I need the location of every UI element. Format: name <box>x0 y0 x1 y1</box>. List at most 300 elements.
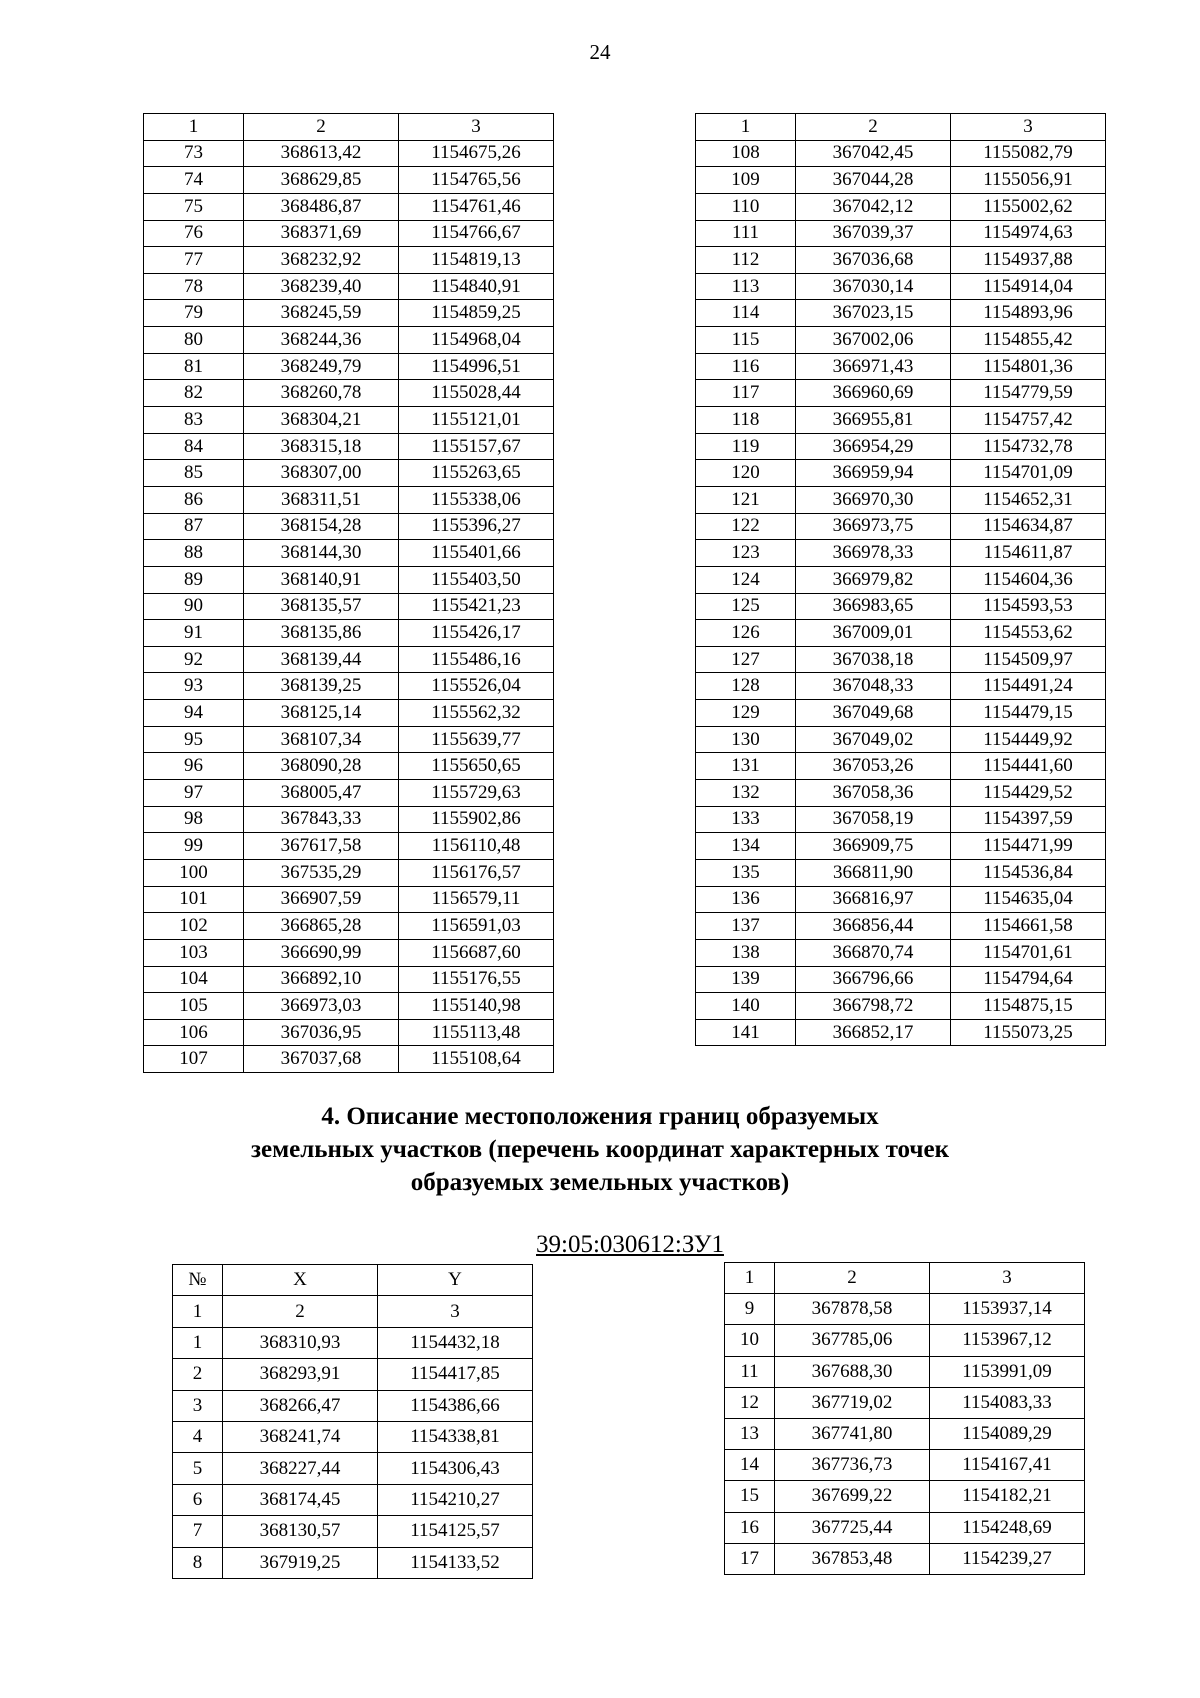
table-cell: 123 <box>696 540 796 567</box>
table-cell: 134 <box>696 833 796 860</box>
table-cell: 1154675,26 <box>399 140 554 167</box>
table-row <box>144 247 554 274</box>
table-cell: 1155902,86 <box>399 806 554 833</box>
table-row <box>725 1512 1085 1543</box>
table-cell: 366971,43 <box>796 353 951 380</box>
table-cell: 79 <box>144 300 244 327</box>
table-cell: 1154661,58 <box>951 913 1106 940</box>
table-cell: 367002,06 <box>796 327 951 354</box>
table-cell: 367843,33 <box>244 806 399 833</box>
table-cell: 367036,95 <box>244 1019 399 1046</box>
table-cell: 6 <box>173 1484 223 1515</box>
table-cell: 119 <box>696 433 796 460</box>
table-row <box>725 1418 1085 1449</box>
table-cell: 367038,18 <box>796 646 951 673</box>
table-row <box>725 1325 1085 1356</box>
table-row <box>696 673 1106 700</box>
table-row <box>144 939 554 966</box>
table-row <box>144 566 554 593</box>
table-cell: 1154604,36 <box>951 566 1106 593</box>
table-row <box>696 806 1106 833</box>
table-cell: 366979,82 <box>796 566 951 593</box>
table-row <box>696 460 1106 487</box>
table-cell: 1154914,04 <box>951 273 1106 300</box>
table-cell: 1154974,63 <box>951 220 1106 247</box>
table-cell: 1154429,52 <box>951 780 1106 807</box>
table-row <box>696 1019 1106 1046</box>
table-cell: 368130,57 <box>223 1516 378 1547</box>
table-row <box>144 700 554 727</box>
table-row <box>144 513 554 540</box>
table-cell: 1154757,42 <box>951 407 1106 434</box>
table-cell: 116 <box>696 353 796 380</box>
table-row <box>173 1421 533 1452</box>
table-cell: 1154855,42 <box>951 327 1106 354</box>
table-row <box>144 486 554 513</box>
table-cell: 137 <box>696 913 796 940</box>
table-row <box>144 273 554 300</box>
table-cell: 1155263,65 <box>399 460 554 487</box>
table-header-row <box>173 1265 533 1296</box>
table-cell: 1156176,57 <box>399 859 554 886</box>
table-cell: 367688,30 <box>775 1356 930 1387</box>
table-cell: 1154634,87 <box>951 513 1106 540</box>
table-cell: 112 <box>696 247 796 274</box>
table-row <box>696 700 1106 727</box>
table-row <box>144 886 554 913</box>
table-cell: 1 <box>725 1263 775 1294</box>
table-row <box>144 993 554 1020</box>
table-row <box>696 939 1106 966</box>
table-cell: 1154386,66 <box>378 1390 533 1421</box>
table-cell: 99 <box>144 833 244 860</box>
table-row <box>696 780 1106 807</box>
table-cell: 367058,19 <box>796 806 951 833</box>
table-cell: 1154441,60 <box>951 753 1106 780</box>
table-row <box>144 726 554 753</box>
table-cell: 2 <box>173 1359 223 1390</box>
table-cell: 1154133,52 <box>378 1547 533 1578</box>
table-cell: 124 <box>696 566 796 593</box>
table-cell: 1155639,77 <box>399 726 554 753</box>
table-cell: 1156110,48 <box>399 833 554 860</box>
table-cell: 1154210,27 <box>378 1484 533 1515</box>
table-cell: 87 <box>144 513 244 540</box>
table-cell: 3 <box>173 1390 223 1421</box>
table-cell: 367699,22 <box>775 1481 930 1512</box>
table-cell: 1154732,78 <box>951 433 1106 460</box>
table-row <box>696 913 1106 940</box>
table-row <box>144 167 554 194</box>
table-cell: 1154859,25 <box>399 300 554 327</box>
table-cell: 1155082,79 <box>951 140 1106 167</box>
table-cell: 1154761,46 <box>399 193 554 220</box>
table-row <box>144 620 554 647</box>
table-cell: 1154893,96 <box>951 300 1106 327</box>
table-row <box>725 1356 1085 1387</box>
table-row <box>144 220 554 247</box>
table-cell: 109 <box>696 167 796 194</box>
table-cell: 1155028,44 <box>399 380 554 407</box>
table-cell: 1 <box>144 114 244 141</box>
table-row <box>144 353 554 380</box>
table-cell: 1154766,67 <box>399 220 554 247</box>
table-cell: 115 <box>696 327 796 354</box>
table-cell: 1154819,13 <box>399 247 554 274</box>
table-cell: 96 <box>144 753 244 780</box>
table-cell: 367030,14 <box>796 273 951 300</box>
table-cell: 2 <box>244 114 399 141</box>
table-cell: 78 <box>144 273 244 300</box>
table-cell: 93 <box>144 673 244 700</box>
table-cell: 367048,33 <box>796 673 951 700</box>
table-cell: 80 <box>144 327 244 354</box>
table-row <box>144 593 554 620</box>
table-cell: 91 <box>144 620 244 647</box>
table-cell: 368241,74 <box>223 1421 378 1452</box>
table-cell: 368311,51 <box>244 486 399 513</box>
parcel-coordinates-table-left <box>172 1264 533 1579</box>
table-cell: 1154479,15 <box>951 700 1106 727</box>
table-row <box>144 966 554 993</box>
table-cell: 368249,79 <box>244 353 399 380</box>
table-cell: 122 <box>696 513 796 540</box>
table-cell: 1155121,01 <box>399 407 554 434</box>
table-cell: 367719,02 <box>775 1387 930 1418</box>
table-cell: 1155396,27 <box>399 513 554 540</box>
table-cell: 1154471,99 <box>951 833 1106 860</box>
table-cell: 3 <box>378 1296 533 1327</box>
table-row <box>696 353 1106 380</box>
table-cell: 366690,99 <box>244 939 399 966</box>
table-cell: 368135,57 <box>244 593 399 620</box>
table-cell: 111 <box>696 220 796 247</box>
table-cell: 1154701,09 <box>951 460 1106 487</box>
table-cell: 1154937,88 <box>951 247 1106 274</box>
table-cell: 1155421,23 <box>399 593 554 620</box>
table-row <box>144 460 554 487</box>
table-row <box>696 486 1106 513</box>
table-cell: 14 <box>725 1450 775 1481</box>
table-cell: 368005,47 <box>244 780 399 807</box>
table-cell: 367853,48 <box>775 1543 930 1574</box>
table-cell: 118 <box>696 407 796 434</box>
table-cell: 1154248,69 <box>930 1512 1085 1543</box>
table-cell: 133 <box>696 806 796 833</box>
table-cell: 368486,87 <box>244 193 399 220</box>
section-heading <box>0 1100 1200 1199</box>
table-cell: 1154089,29 <box>930 1418 1085 1449</box>
table-cell: 11 <box>725 1356 775 1387</box>
table-row <box>725 1543 1085 1574</box>
table-cell: 120 <box>696 460 796 487</box>
table-row <box>144 753 554 780</box>
table-cell: 1 <box>173 1327 223 1358</box>
table-cell: 103 <box>144 939 244 966</box>
table-cell: 100 <box>144 859 244 886</box>
table-cell: 368310,93 <box>223 1327 378 1358</box>
table-cell: 1155108,64 <box>399 1046 554 1073</box>
table-row <box>696 859 1106 886</box>
table-cell: 1155157,67 <box>399 433 554 460</box>
table-cell: 1156591,03 <box>399 913 554 940</box>
table-cell: 141 <box>696 1019 796 1046</box>
section-heading-line: образуемых земельных участков) <box>410 1169 790 1196</box>
table-cell: 368139,25 <box>244 673 399 700</box>
table-cell: 77 <box>144 247 244 274</box>
table-cell: 108 <box>696 140 796 167</box>
table-cell: 1154765,56 <box>399 167 554 194</box>
table-row <box>696 886 1106 913</box>
table-cell: 1154611,87 <box>951 540 1106 567</box>
table-cell: 2 <box>223 1296 378 1327</box>
table-cell: 4 <box>173 1421 223 1452</box>
table-cell: 132 <box>696 780 796 807</box>
table-cell: 81 <box>144 353 244 380</box>
table-cell: 1154397,59 <box>951 806 1106 833</box>
table-row <box>696 433 1106 460</box>
table-cell: 90 <box>144 593 244 620</box>
table-row <box>696 167 1106 194</box>
table-cell: 1155401,66 <box>399 540 554 567</box>
table-row <box>696 247 1106 274</box>
table-row <box>173 1390 533 1421</box>
table-cell: 368239,40 <box>244 273 399 300</box>
table-cell: 1154083,33 <box>930 1387 1085 1418</box>
table-row <box>144 1019 554 1046</box>
table-row <box>144 140 554 167</box>
table-cell: 92 <box>144 646 244 673</box>
table-row <box>696 620 1106 647</box>
table-cell: 136 <box>696 886 796 913</box>
table-row <box>725 1481 1085 1512</box>
table-cell: 1153991,09 <box>930 1356 1085 1387</box>
table-cell: 126 <box>696 620 796 647</box>
table-cell: 1154840,91 <box>399 273 554 300</box>
table-cell: 368260,78 <box>244 380 399 407</box>
table-cell: 8 <box>173 1547 223 1578</box>
table-cell: 128 <box>696 673 796 700</box>
table-row <box>696 966 1106 993</box>
table-cell: 125 <box>696 593 796 620</box>
table-cell: 7 <box>173 1516 223 1547</box>
table-cell: 367039,37 <box>796 220 951 247</box>
table-row <box>173 1516 533 1547</box>
table-row <box>144 833 554 860</box>
table-cell: 366983,65 <box>796 593 951 620</box>
table-cell: 89 <box>144 566 244 593</box>
section-heading-line: земельных участков (перечень координат характерных точек <box>251 1136 949 1163</box>
coordinates-table-left <box>143 113 554 1073</box>
table-cell: 366907,59 <box>244 886 399 913</box>
table-cell: 85 <box>144 460 244 487</box>
table-cell: 368135,86 <box>244 620 399 647</box>
table-row <box>144 433 554 460</box>
table-row <box>696 273 1106 300</box>
table-cell: 368107,34 <box>244 726 399 753</box>
table-cell: 366870,74 <box>796 939 951 966</box>
table-cell: 139 <box>696 966 796 993</box>
table-cell: 1 <box>696 114 796 141</box>
table-cell: 13 <box>725 1418 775 1449</box>
table-row <box>696 220 1106 247</box>
table-cell: 73 <box>144 140 244 167</box>
table-row <box>696 726 1106 753</box>
table-cell: 368304,21 <box>244 407 399 434</box>
table-row <box>696 327 1106 354</box>
table-cell: 1154338,81 <box>378 1421 533 1452</box>
table-header-row <box>696 114 1106 141</box>
table-row <box>696 566 1106 593</box>
table-cell: 1155526,04 <box>399 673 554 700</box>
table-cell: 368090,28 <box>244 753 399 780</box>
table-row <box>696 753 1106 780</box>
table-row <box>725 1294 1085 1325</box>
table-cell: 5 <box>173 1453 223 1484</box>
table-cell: 368174,45 <box>223 1484 378 1515</box>
table-row <box>696 593 1106 620</box>
table-cell: 1154968,04 <box>399 327 554 354</box>
table-row <box>173 1547 533 1578</box>
table-cell: 98 <box>144 806 244 833</box>
table-cell: 2 <box>796 114 951 141</box>
table-cell: 367785,06 <box>775 1325 930 1356</box>
table-cell: 366955,81 <box>796 407 951 434</box>
table-cell: 366978,33 <box>796 540 951 567</box>
table-cell: 94 <box>144 700 244 727</box>
table-cell: 121 <box>696 486 796 513</box>
table-cell: 366970,30 <box>796 486 951 513</box>
table-body <box>144 114 554 1073</box>
table-cell: 367617,58 <box>244 833 399 860</box>
table-cell: 1154875,15 <box>951 993 1106 1020</box>
table-row <box>725 1387 1085 1418</box>
table-row <box>144 380 554 407</box>
table-cell: Y <box>378 1265 533 1296</box>
table-cell: 12 <box>725 1387 775 1418</box>
table-cell: 367741,80 <box>775 1418 930 1449</box>
table-cell: 1154432,18 <box>378 1327 533 1358</box>
table-cell: 106 <box>144 1019 244 1046</box>
table-cell: 102 <box>144 913 244 940</box>
table-row <box>696 540 1106 567</box>
table-cell: 75 <box>144 193 244 220</box>
table-row <box>696 380 1106 407</box>
table-cell: 1155338,06 <box>399 486 554 513</box>
table-cell: 367037,68 <box>244 1046 399 1073</box>
table-body <box>725 1263 1085 1575</box>
table-cell: 368315,18 <box>244 433 399 460</box>
table-cell: 1155073,25 <box>951 1019 1106 1046</box>
table-cell: 1155113,48 <box>399 1019 554 1046</box>
table-cell: 82 <box>144 380 244 407</box>
table-cell: 1155403,50 <box>399 566 554 593</box>
parcel-cadastral-id: 39:05:030612:ЗУ1 <box>536 1231 724 1258</box>
table-cell: 127 <box>696 646 796 673</box>
table-cell: 366960,69 <box>796 380 951 407</box>
table-cell: 367023,15 <box>796 300 951 327</box>
table-row <box>144 646 554 673</box>
table-row <box>144 806 554 833</box>
table-cell: 368245,59 <box>244 300 399 327</box>
table-row <box>696 513 1106 540</box>
table-cell: 110 <box>696 193 796 220</box>
table-cell: 86 <box>144 486 244 513</box>
table-cell: 107 <box>144 1046 244 1073</box>
table-cell: 367042,12 <box>796 193 951 220</box>
table-cell: 367058,36 <box>796 780 951 807</box>
table-cell: 368140,91 <box>244 566 399 593</box>
table-cell: 1154167,41 <box>930 1450 1085 1481</box>
table-cell: 88 <box>144 540 244 567</box>
table-cell: 105 <box>144 993 244 1020</box>
table-row <box>696 193 1106 220</box>
table-row <box>144 300 554 327</box>
table-header-row <box>725 1263 1085 1294</box>
table-row <box>144 540 554 567</box>
table-cell: X <box>223 1265 378 1296</box>
table-row <box>696 300 1106 327</box>
table-cell: 366954,29 <box>796 433 951 460</box>
table-row <box>144 327 554 354</box>
page-number: 24 <box>589 40 611 64</box>
table-cell: 366973,75 <box>796 513 951 540</box>
table-cell: 1155650,65 <box>399 753 554 780</box>
table-cell: 368139,44 <box>244 646 399 673</box>
table-row <box>696 140 1106 167</box>
table-cell: 1154239,27 <box>930 1543 1085 1574</box>
table-cell: 1154125,57 <box>378 1516 533 1547</box>
table-cell: 368144,30 <box>244 540 399 567</box>
table-cell: 1155140,98 <box>399 993 554 1020</box>
table-cell: 3 <box>951 114 1106 141</box>
table-cell: 1156687,60 <box>399 939 554 966</box>
table-cell: 367036,68 <box>796 247 951 274</box>
table-subheader-row <box>173 1296 533 1327</box>
table-cell: 367725,44 <box>775 1512 930 1543</box>
table-header-row <box>144 114 554 141</box>
table-cell: 366796,66 <box>796 966 951 993</box>
table-cell: 366973,03 <box>244 993 399 1020</box>
table-row <box>725 1450 1085 1481</box>
table-cell: 1155002,62 <box>951 193 1106 220</box>
table-cell: 104 <box>144 966 244 993</box>
table-cell: № <box>173 1265 223 1296</box>
table-cell: 2 <box>775 1263 930 1294</box>
table-cell: 368232,92 <box>244 247 399 274</box>
table-cell: 368154,28 <box>244 513 399 540</box>
table-row <box>173 1484 533 1515</box>
table-cell: 1154491,24 <box>951 673 1106 700</box>
table-cell: 1154536,84 <box>951 859 1106 886</box>
table-cell: 368125,14 <box>244 700 399 727</box>
table-cell: 1154553,62 <box>951 620 1106 647</box>
section-heading-line: 4. Описание местоположения границ образуемых <box>321 1103 879 1130</box>
table-cell: 1154652,31 <box>951 486 1106 513</box>
table-cell: 1154701,61 <box>951 939 1106 966</box>
table-cell: 367878,58 <box>775 1294 930 1325</box>
table-cell: 3 <box>930 1263 1085 1294</box>
table-cell: 368244,36 <box>244 327 399 354</box>
table-cell: 1154306,43 <box>378 1453 533 1484</box>
table-cell: 368293,91 <box>223 1359 378 1390</box>
table-cell: 1156579,11 <box>399 886 554 913</box>
table-cell: 366856,44 <box>796 913 951 940</box>
table-cell: 367044,28 <box>796 167 951 194</box>
table-cell: 114 <box>696 300 796 327</box>
table-cell: 367042,45 <box>796 140 951 167</box>
table-cell: 84 <box>144 433 244 460</box>
